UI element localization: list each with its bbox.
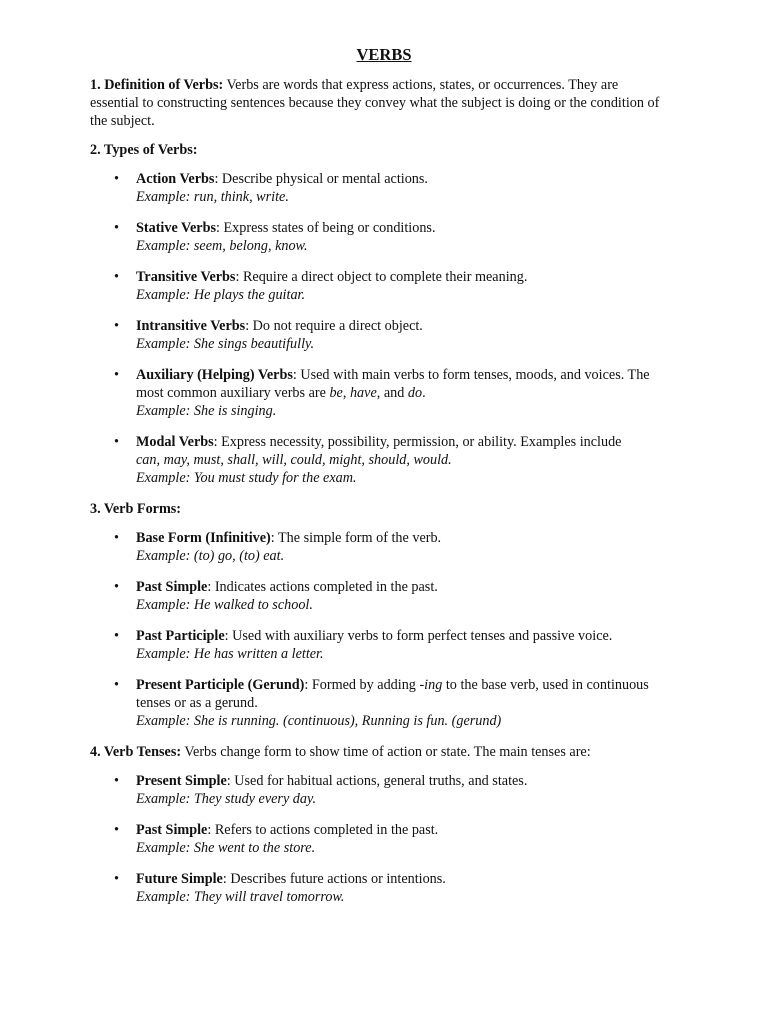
ing-suffix: -ing	[419, 677, 443, 693]
desc-past-simple-tense: : Refers to actions completed in the past.	[207, 822, 439, 838]
example-intransitive-verbs: Example: She sings beautifully.	[136, 336, 315, 352]
list-item-past-simple-form	[90, 578, 660, 614]
list-item-present-participle	[90, 676, 660, 730]
aux-end: .	[422, 385, 426, 401]
example-future-simple: Example: They will travel tomorrow.	[136, 889, 345, 905]
aux-word-be: be	[329, 385, 343, 401]
term-action-verbs: Action Verbs	[136, 171, 215, 187]
aux-separator-2: , and	[376, 385, 408, 401]
desc-past-simple-form: : Indicates actions completed in the past.	[207, 579, 438, 595]
example-action-verbs: Example: run, think, write.	[136, 189, 289, 205]
list-item-action-verbs	[90, 170, 660, 206]
example-past-simple-tense: Example: She went to the store.	[136, 840, 316, 856]
term-future-simple: Future Simple	[136, 871, 223, 887]
list-item-base-form	[90, 529, 660, 565]
desc-modal-verbs: : Express necessity, possibility, permission, or ability. Examples include	[213, 434, 622, 450]
list-item-past-participle	[90, 627, 660, 663]
example-base-form: Example: (to) go, (to) eat.	[136, 548, 285, 564]
term-base-form: Base Form (Infinitive)	[136, 530, 271, 546]
example-transitive-verbs: Example: He plays the guitar.	[136, 287, 306, 303]
list-item-transitive-verbs	[90, 268, 660, 304]
desc-past-participle: : Used with auxiliary verbs to form perfect tenses and passive voice.	[224, 628, 613, 644]
desc-base-form: : The simple form of the verb.	[270, 530, 442, 546]
term-intransitive-verbs: Intransitive Verbs	[136, 318, 246, 334]
example-present-participle: Example: She is running. (continuous), Running is fun. (gerund)	[136, 713, 502, 729]
types-heading: 2. Types of Verbs:	[90, 142, 198, 158]
aux-word-have: have	[349, 385, 377, 401]
tenses-paragraph	[90, 743, 660, 761]
tenses-list	[90, 772, 660, 906]
term-modal-verbs: Modal Verbs	[136, 434, 214, 450]
desc-action-verbs: : Describe physical or mental actions.	[214, 171, 428, 187]
aux-word-do: do	[407, 385, 423, 401]
example-modal-verbs: Example: You must study for the exam.	[136, 470, 357, 486]
term-auxiliary-verbs: Auxiliary (Helping) Verbs	[136, 367, 293, 383]
tenses-heading: 4. Verb Tenses:	[90, 744, 182, 760]
term-past-simple-tense: Past Simple	[136, 822, 208, 838]
desc-stative-verbs: : Express states of being or conditions.	[216, 220, 436, 236]
term-transitive-verbs: Transitive Verbs	[136, 269, 236, 285]
list-item-modal-verbs	[90, 433, 660, 487]
desc-intransitive-verbs: : Do not require a direct object.	[245, 318, 423, 334]
term-past-participle: Past Participle	[136, 628, 225, 644]
desc-auxiliary-verbs: : Used with main verbs to form tenses, moods, and voices. The most common auxiliary verbs are	[136, 367, 650, 401]
example-auxiliary-verbs: Example: She is singing.	[136, 403, 277, 419]
list-item-auxiliary-verbs	[90, 366, 660, 420]
list-item-present-simple	[90, 772, 660, 808]
example-present-simple: Example: They study every day.	[136, 791, 317, 807]
forms-list	[90, 529, 660, 730]
list-item-future-simple	[90, 870, 660, 906]
desc-present-participle-2: to the base verb, used in continuous tenses or as a gerund.	[136, 677, 649, 711]
page-title: VERBS	[356, 45, 412, 64]
modal-verbs-list: can, may, must, shall, will, could, might, should, would.	[136, 452, 452, 468]
term-past-simple-form: Past Simple	[136, 579, 208, 595]
desc-future-simple: : Describes future actions or intentions.	[222, 871, 446, 887]
term-present-participle: Present Participle (Gerund)	[136, 677, 305, 693]
definition-heading: 1. Definition of Verbs:	[90, 77, 224, 93]
list-item-stative-verbs	[90, 219, 660, 255]
desc-transitive-verbs: : Require a direct object to complete their meaning.	[235, 269, 528, 285]
forms-heading: 3. Verb Forms:	[90, 501, 182, 517]
desc-present-simple: : Used for habitual actions, general truths, and states.	[226, 773, 528, 789]
desc-present-participle: : Formed by adding	[304, 677, 420, 693]
types-list	[90, 170, 660, 487]
example-past-simple-form: Example: He walked to school.	[136, 597, 313, 613]
example-stative-verbs: Example: seem, belong, know.	[136, 238, 308, 254]
term-present-simple: Present Simple	[136, 773, 227, 789]
list-item-past-simple-tense	[90, 821, 660, 857]
term-stative-verbs: Stative Verbs	[136, 220, 217, 236]
example-past-participle: Example: He has written a letter.	[136, 646, 324, 662]
definition-paragraph	[90, 76, 660, 130]
aux-separator-1: ,	[342, 385, 350, 401]
tenses-text: Verbs change form to show time of action or state. The main tenses are:	[181, 744, 591, 760]
list-item-intransitive-verbs	[90, 317, 660, 353]
definition-text: Verbs are words that express actions, states, or occurrences. They are essential to constructing sentences because they convey what the subject is doing or the condition of the subject.	[90, 77, 660, 129]
